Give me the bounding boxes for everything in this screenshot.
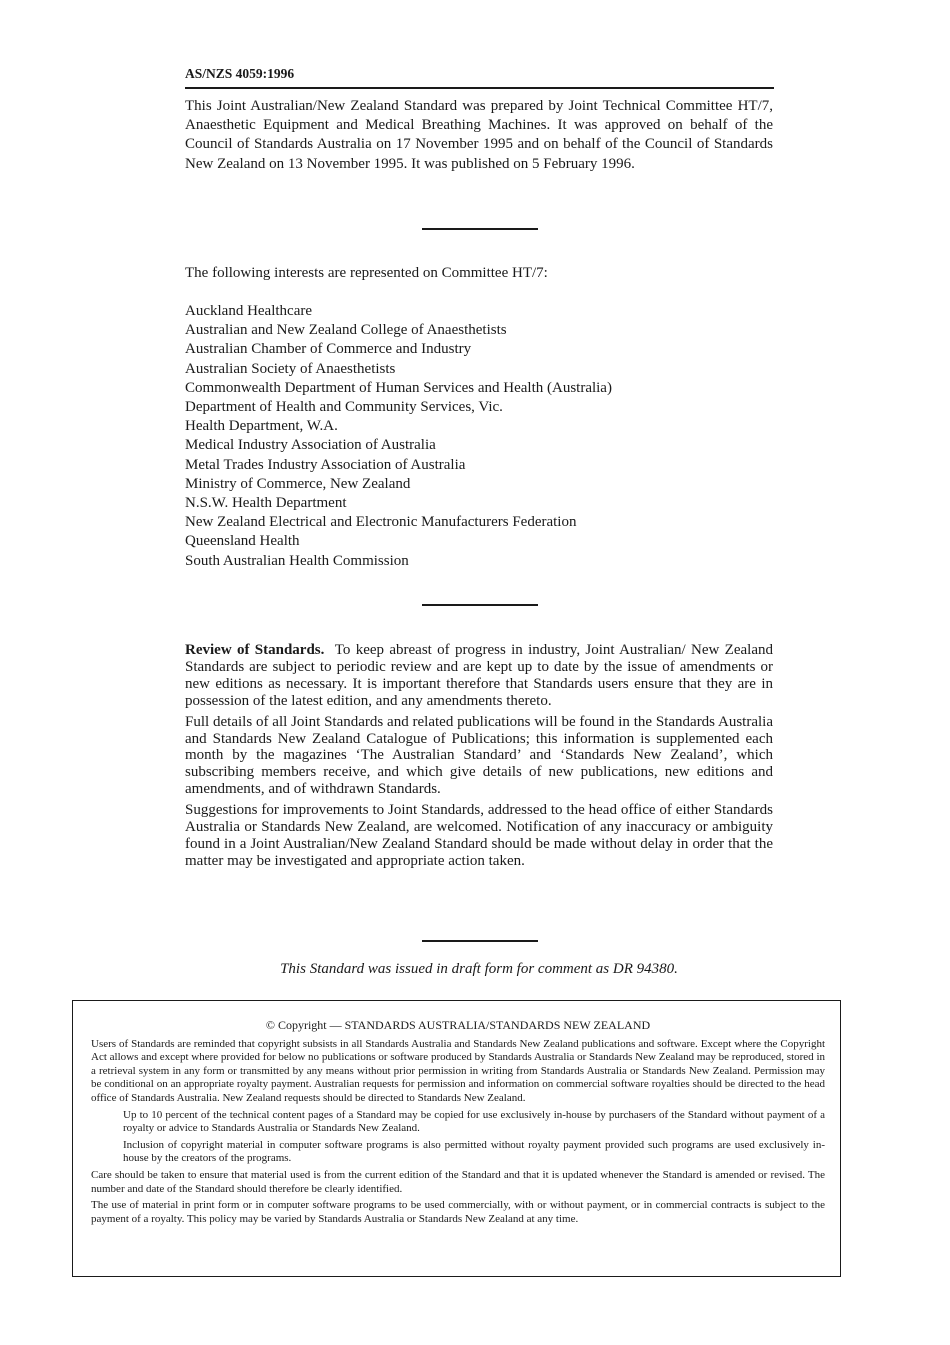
interests-intro: The following interests are represented on Committee HT/7: bbox=[185, 265, 548, 281]
header-rule bbox=[185, 87, 774, 89]
review-section bbox=[185, 642, 773, 874]
copyright-box bbox=[72, 1000, 841, 1277]
list-item: N.S.W. Health Department bbox=[185, 495, 347, 512]
review-paragraph-3: Suggestions for improvements to Joint Standards, addressed to the head office of either Standards Australia or Standards New Zealand, are welcomed. Notification of any inaccuracy or ambiguity found in a Joint Australian/New Zealand Standard should be made without delay in order that the matter may be investigated and appropriate action taken. bbox=[185, 802, 773, 869]
copyright-paragraph: Users of Standards are reminded that copyright subsists in all Standards Australia and Standards New Zealand publications and software. Except where the Copyright Act allows and except where provided for below no publications or software produced by Standards Australia or Standards New Zealand may be reproduced, stored in a retrieval system in any form or transmitted by any means without prior permission in writing from Standards Australia or Standards New Zealand. Permission may be conditional on an appropriate royalty payment. Australian requests for permission and information on commercial software royalties should be directed to the head office of Standards Australia. New Zealand requests should be directed to Standards New Zealand. bbox=[91, 1037, 825, 1104]
review-text-1: To keep abreast of progress in industry, Joint Australian/ New Zealand Standards are subject to periodic review and are kept up to date by the issue of amendments or new editions as necessary. It is important therefore that Standards users ensure that they are in possession of the latest edition, and any amendments thereto. bbox=[185, 642, 773, 709]
section-divider bbox=[422, 940, 538, 942]
list-item: Queensland Health bbox=[185, 533, 300, 550]
copyright-paragraph: The use of material in print form or in computer software programs to be used commercially, with or without payment, or in commercial contracts is subject to the payment of a royalty. This policy may be varied by Standards Australia or Standards New Zealand at any time. bbox=[91, 1199, 825, 1225]
interests-list bbox=[185, 302, 773, 571]
copyright-paragraph: Up to 10 percent of the technical content pages of a Standard may be copied for use exclusively in-house by purchasers of the Standard without payment of a royalty or advice to Standards Australia or Standards New Zealand. bbox=[123, 1108, 825, 1135]
list-item: Commonwealth Department of Human Services and Health (Australia) bbox=[185, 379, 612, 396]
list-item: Health Department, W.A. bbox=[185, 418, 338, 435]
review-paragraph-2: Full details of all Joint Standards and related publications will be found in the Standards Australia and Standards New Zealand Catalogue of Publications; this information is supplemented each month by the magazines ‘The Australian Standard’ and ‘Standards New Zealand’, which subscribing members receive, and which give details of new publications, new editions and amendments, and of withdrawn Standards. bbox=[185, 713, 773, 798]
list-item: Australian Society of Anaesthetists bbox=[185, 360, 396, 377]
copyright-heading: © Copyright — STANDARDS AUSTRALIA/STANDARDS NEW ZEALAND bbox=[265, 1018, 651, 1032]
list-item: Australian Chamber of Commerce and Industry bbox=[185, 341, 472, 358]
copyright-content bbox=[91, 1019, 825, 1229]
list-item: Auckland Healthcare bbox=[185, 303, 313, 319]
list-item: Ministry of Commerce, New Zealand bbox=[185, 475, 411, 492]
list-item: Metal Trades Industry Association of Australia bbox=[185, 456, 466, 473]
copyright-paragraph: Inclusion of copyright material in computer software programs is also permitted without royalty payment provided such programs are used exclusively in-house by the creators of the programs. bbox=[123, 1138, 825, 1165]
draft-note: This Standard was issued in draft form for comment as DR 94380. bbox=[280, 961, 678, 977]
list-item: New Zealand Electrical and Electronic Manufacturers Federation bbox=[185, 514, 577, 531]
copyright-paragraph: Care should be taken to ensure that material used is from the current edition of the Standard and that it is updated whenever the Standard is amended or revised. The number and date of the Standard should therefore be clearly identified. bbox=[91, 1168, 825, 1195]
document-id: AS/NZS 4059:1996 bbox=[185, 66, 295, 81]
list-item: South Australian Health Commission bbox=[185, 552, 409, 569]
list-item: Australian and New Zealand College of Anaesthetists bbox=[185, 322, 507, 339]
list-item: Medical Industry Association of Australia bbox=[185, 437, 436, 454]
section-divider bbox=[422, 228, 538, 230]
section-divider bbox=[422, 604, 538, 606]
list-item: Department of Health and Community Services, Vic. bbox=[185, 399, 503, 416]
review-paragraph-1 bbox=[185, 642, 773, 710]
review-heading: Review of Standards. bbox=[185, 642, 325, 658]
approval-paragraph: This Joint Australian/New Zealand Standard was prepared by Joint Technical Committee HT/7, Anaesthetic Equipment and Medical Breathing Machines. It was approved on behalf of the Council of Standards Australia on 17 November 1995 and on behalf of the Council of Standards New Zealand on 13 November 1995. It was published on 5 February 1996. bbox=[185, 98, 773, 172]
